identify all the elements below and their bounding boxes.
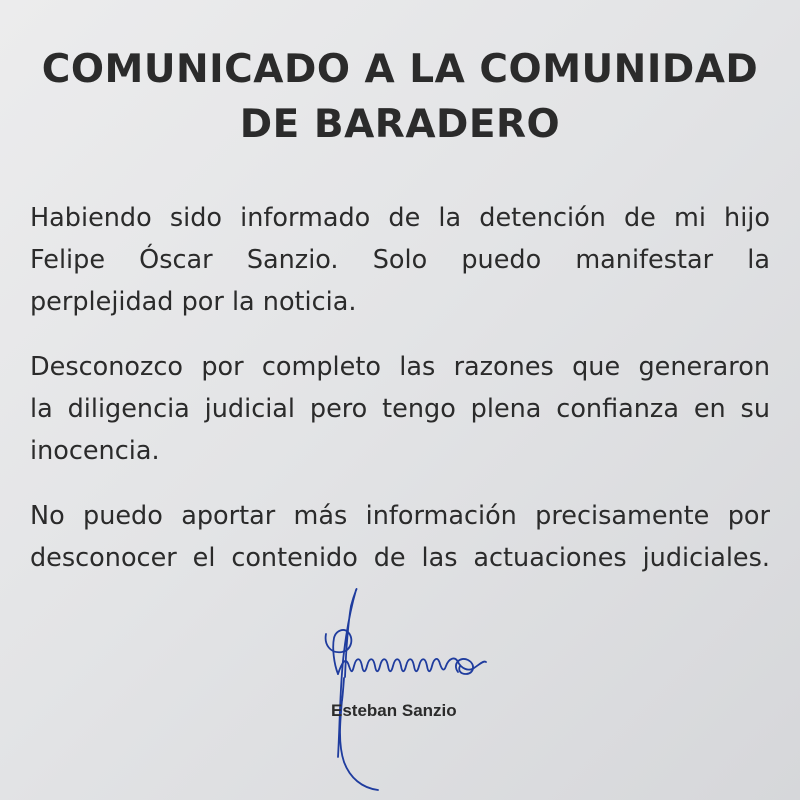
document-title-line-2: DE BARADERO bbox=[239, 102, 561, 147]
paragraph-3 bbox=[30, 495, 770, 579]
document-title-line-1: COMUNICADO A LA COMUNIDAD bbox=[41, 47, 759, 92]
paragraph-2-line-2: la diligencia judicial pero tengo plena confianza en su bbox=[30, 394, 770, 424]
paragraph-2-line-1: Desconozco por completo las razones que generaron bbox=[30, 352, 770, 382]
paragraph-1-line-1: Habiendo sido informado de la detención de mi hijo bbox=[30, 203, 770, 233]
paragraph-2-line-3: inocencia. bbox=[30, 436, 160, 466]
paragraph-1-line-2: Felipe Óscar Sanzio. Solo puedo manifestar la bbox=[30, 245, 770, 275]
paragraph-3-line-1: No puedo aportar más información precisamente por bbox=[30, 501, 770, 531]
paragraph-1-line-3: perplejidad por la noticia. bbox=[30, 287, 357, 317]
handwritten-signature bbox=[318, 582, 498, 797]
paragraph-1 bbox=[30, 197, 770, 323]
signer-name: Esteban Sanzio bbox=[331, 701, 457, 720]
paragraph-3-line-2: desconocer el contenido de las actuaciones judiciales. bbox=[30, 543, 770, 573]
paragraph-2 bbox=[30, 346, 770, 472]
